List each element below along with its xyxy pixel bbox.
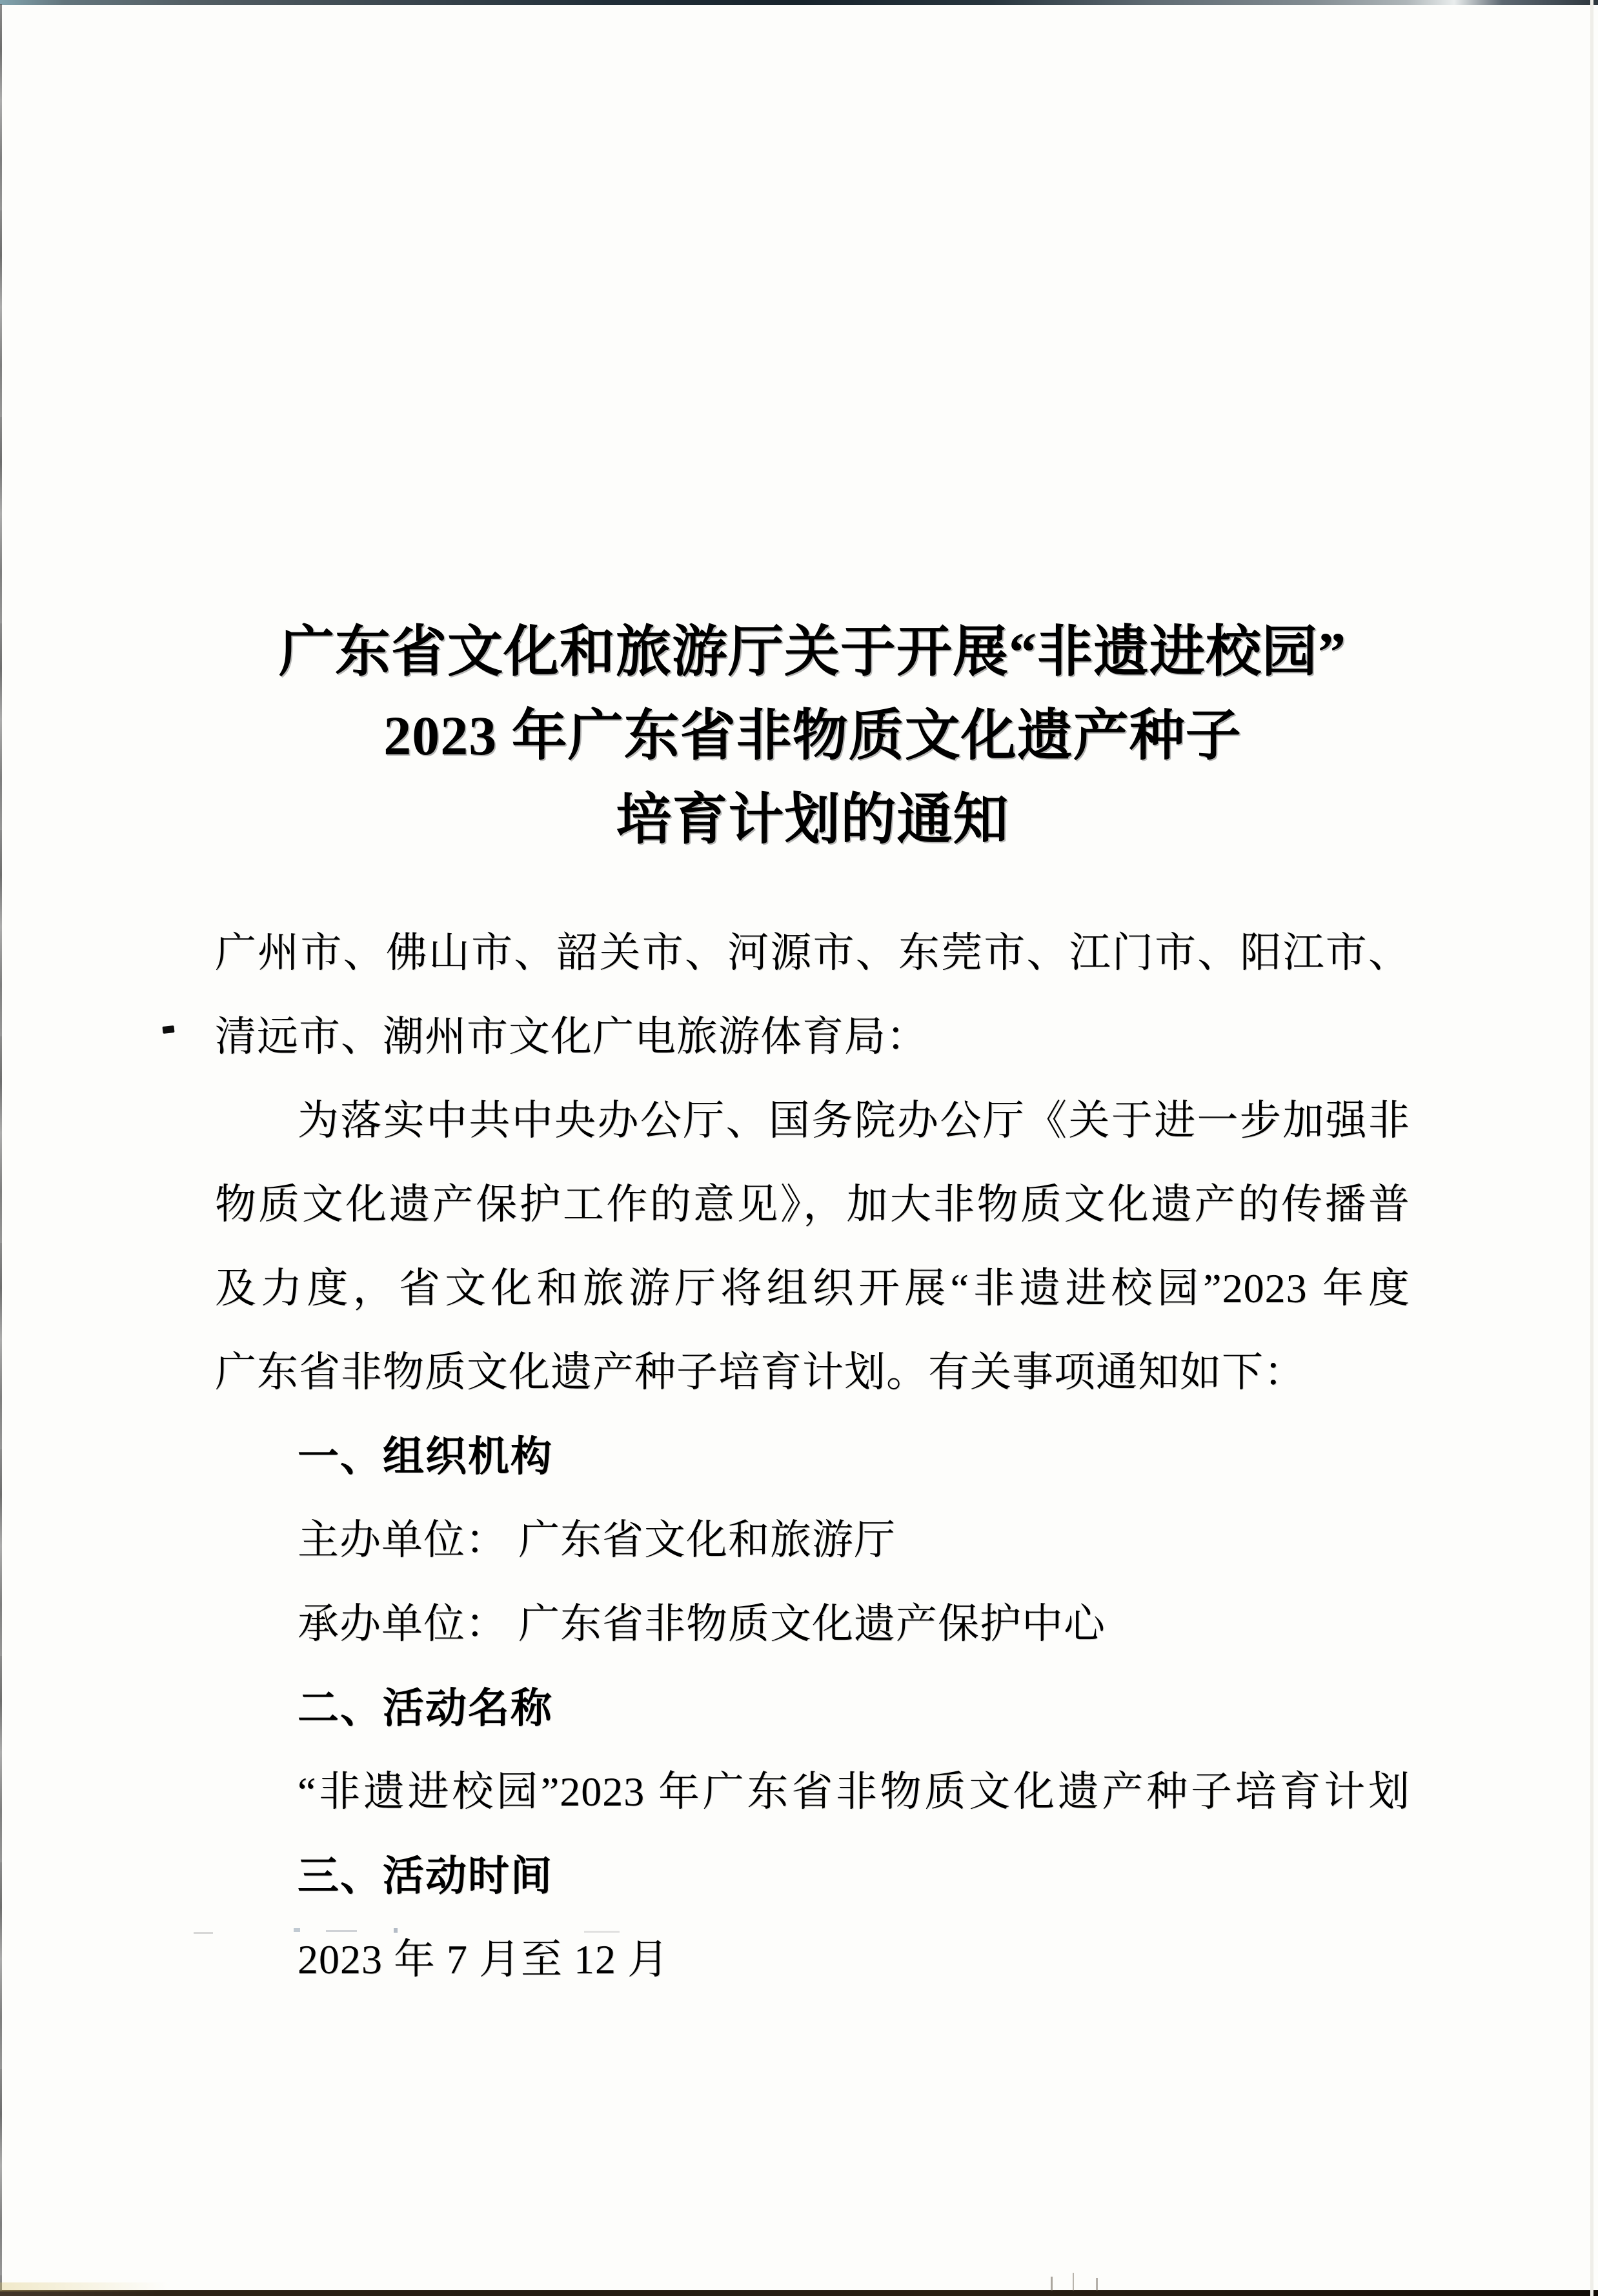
recipient-cities-line-2: 清远市、潮州市文化广电旅游体育局： <box>215 1014 928 1060</box>
scan-edge-left <box>0 4 2 2291</box>
section-2-heading: 二、活动名称 <box>298 1685 553 1731</box>
intro-line-3: 及力度，省文化和旅游厅将组织开展“非遗进校园”2023 年度 <box>215 1265 1410 1311</box>
scan-stray-mark <box>162 1025 174 1034</box>
scan-speck <box>194 1932 213 1934</box>
title-line-1: 广东省文化和旅游厅关于开展“非遗进校园” <box>279 621 1346 683</box>
scan-corner-tint <box>0 2282 168 2291</box>
scan-speck <box>1073 2273 1074 2291</box>
scan-speck <box>1051 2277 1053 2291</box>
scan-speck <box>1096 2278 1098 2291</box>
title-line-2: 2023 年广东省非物质文化遗产种子 <box>383 705 1242 767</box>
title-line-3: 培育计划的通知 <box>616 789 1009 851</box>
intro-line-2: 物质文化遗产保护工作的意见》，加大非物质文化遗产的传播普 <box>215 1182 1410 1227</box>
document-title <box>215 610 1410 861</box>
section-1-heading: 一、组织机构 <box>298 1433 553 1480</box>
undertaker-line: 承办单位： 广东省非物质文化遗产保护中心 <box>298 1601 1106 1647</box>
document-body <box>215 911 1410 2002</box>
scan-edge-right <box>1590 0 1593 2296</box>
intro-line-4: 广东省非物质文化遗产种子培育计划。有关事项通知如下： <box>215 1349 1306 1395</box>
scan-edge-bottom <box>0 2290 1598 2296</box>
document-content <box>215 610 1410 2002</box>
activity-time-line: 2023 年 7 月至 12 月 <box>298 1937 669 1982</box>
scan-edge-top <box>0 0 1598 5</box>
organizer-line: 主办单位： 广东省文化和旅游厅 <box>298 1517 896 1563</box>
recipient-cities-line-1: 广州市、佛山市、韶关市、河源市、东莞市、江门市、阳江市、 <box>215 930 1410 976</box>
activity-name-line: “非遗进校园”2023 年广东省非物质文化遗产种子培育计划 <box>298 1769 1410 1815</box>
section-3-heading: 三、活动时间 <box>298 1853 553 1899</box>
intro-line-1: 为落实中共中央办公厅、国务院办公厅《关于进一步加强非 <box>298 1098 1410 1143</box>
